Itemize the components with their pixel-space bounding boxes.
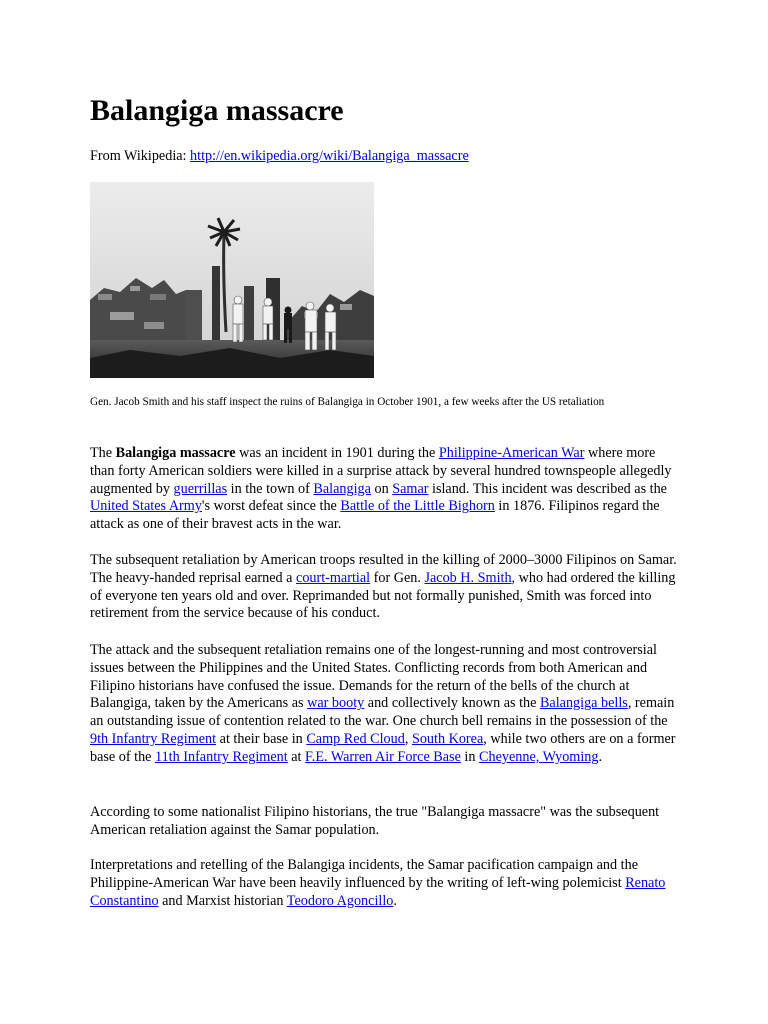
text: and Marxist historian — [158, 892, 287, 909]
text: The attack and the subsequent retaliation remains one of the longest-running and most controversial issues between the Philippines and the United States. Conflicting records from both American and Filipino historians have confused the issue. Demands for the return of the bells of the church at Balangiga, taken by the Americans as — [90, 642, 657, 712]
paragraph-retaliation — [90, 552, 680, 623]
text: , while two others are on a former base of the — [90, 730, 676, 765]
text: , remain an outstanding issue of contention related to the war. One church bell remains in the possession of the — [90, 695, 675, 730]
paragraph-nationalist-view — [90, 804, 680, 840]
link-south-korea[interactable]: South Korea — [411, 730, 484, 747]
link-battle-of-little-bighorn[interactable]: Battle of the Little Bighorn — [340, 498, 495, 515]
source-prefix: From Wikipedia: — [90, 148, 191, 164]
text: in — [460, 748, 480, 765]
link-jacob-h-smith[interactable]: Jacob H. Smith — [424, 569, 512, 586]
paragraph-intro — [90, 445, 680, 534]
text: at their base in — [216, 730, 307, 747]
text: on — [370, 480, 393, 497]
link-11th-infantry-regiment[interactable]: 11th Infantry Regiment — [155, 748, 288, 765]
paragraph-controversy — [90, 642, 680, 767]
link-guerrillas[interactable]: guerrillas — [173, 480, 228, 497]
photo-caption: Gen. Jacob Smith and his staff inspect the ruins of Balangiga in October 1901, a few weeks after the US retaliation — [90, 396, 605, 408]
link-fe-warren-air-force-base[interactable]: F.E. Warren Air Force Base — [305, 748, 461, 765]
link-court-martial[interactable]: court-martial — [296, 569, 371, 586]
link-war-booty[interactable]: war booty — [307, 695, 365, 712]
text: in the town of — [227, 480, 314, 497]
text: and collectively known as the — [364, 695, 540, 712]
link-balangiga-bells[interactable]: Balangiga bells — [539, 695, 628, 712]
text: was an incident in 1901 during the — [235, 445, 439, 461]
link-renato-constantino[interactable]: Renato Constantino — [90, 874, 666, 909]
link-philippine-american-war[interactable]: Philippine-American War — [438, 445, 585, 461]
source-link[interactable]: http://en.wikipedia.org/wiki/Balangiga_massacre — [190, 148, 469, 164]
paragraph-interpretations — [90, 857, 680, 910]
text: The — [90, 445, 116, 461]
article-subject: Balangiga massacre — [115, 445, 236, 461]
link-samar[interactable]: Samar — [392, 480, 429, 497]
source-line — [90, 147, 469, 165]
historical-photo — [90, 182, 374, 378]
link-camp-red-cloud[interactable]: Camp Red Cloud — [306, 730, 405, 747]
text: where more than forty American soldiers were killed in a surprise attack by several hundred townspeople allegedly augmented by — [90, 445, 672, 497]
link-united-states-army[interactable]: United States Army — [90, 498, 202, 515]
text: The subsequent retaliation by American troops resulted in the killing of 2000–3000 Filipinos on Samar. The heavy-handed reprisal earned a — [90, 552, 677, 586]
link-9th-infantry-regiment[interactable]: 9th Infantry Regiment — [90, 730, 217, 747]
text: , — [404, 730, 412, 747]
page-title: Balangiga massacre — [90, 94, 344, 127]
text: Interpretations and retelling of the Balangiga incidents, the Samar pacification campaign and the Philippine-American War have been heavily influenced by the writing of left-wing polemicist — [90, 857, 638, 891]
text: island. This incident was described as the — [428, 480, 667, 497]
text: . — [393, 892, 397, 909]
text: . — [598, 748, 603, 765]
text: , who had ordered the killing of everyone ten years old and over. Reprimanded but not formally punished, Smith was forced into retirement from the service because of his conduct. — [90, 569, 676, 622]
text: in 1876. Filipinos regard the attack as one of their bravest acts in the war. — [90, 498, 660, 533]
link-teodoro-agoncillo[interactable]: Teodoro Agoncillo — [286, 892, 394, 909]
text: for Gen. — [370, 569, 425, 586]
link-cheyenne-wyoming[interactable]: Cheyenne, Wyoming — [479, 748, 599, 765]
text: at — [287, 748, 306, 765]
link-balangiga[interactable]: Balangiga — [313, 480, 371, 497]
text: 's worst defeat since the — [201, 498, 341, 515]
text: According to some nationalist Filipino historians, the true "Balangiga massacre" was the subsequent American retaliation against the Samar population. — [90, 804, 660, 838]
